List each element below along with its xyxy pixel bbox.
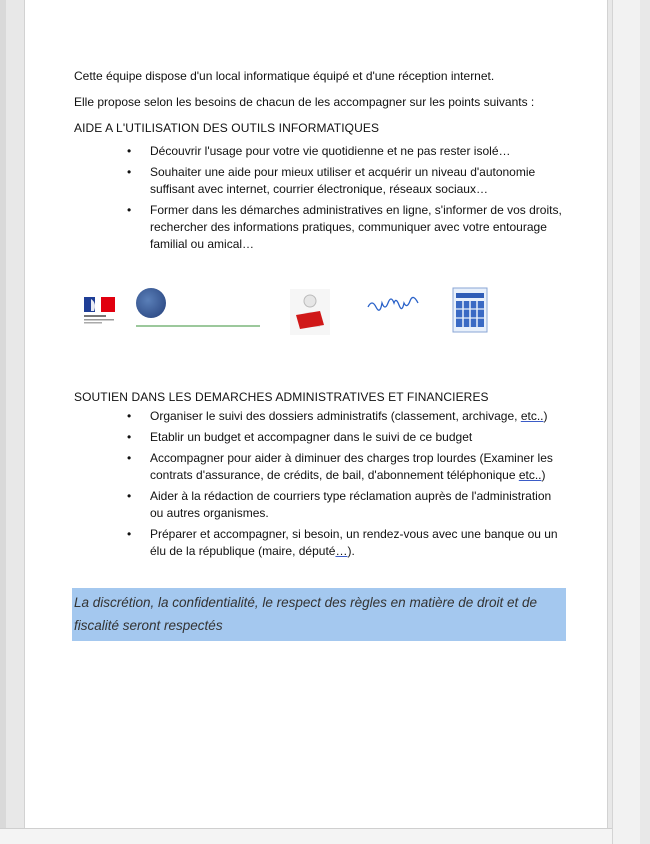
list-item: • Etablir un budget et accompagner dans le suivi de ce budget [124, 429, 566, 446]
mes-droits-sociaux-logo [136, 285, 260, 327]
section2-list [124, 408, 566, 560]
list-item: • Organiser le suivi des dossiers administratifs (classement, archivage, etc..) [124, 408, 566, 425]
intro-paragraph-2: Elle propose selon les besoins de chacun de les accompagner sur les points suivants : [74, 95, 535, 109]
intro-paragraph: Cette équipe dispose d'un local informatique équipé et d'une réception internet. [74, 69, 495, 83]
republique-francaise-logo [80, 293, 122, 325]
vertical-scrollbar[interactable] [612, 0, 640, 844]
section2-heading: SOUTIEN DANS LES DEMARCHES ADMINISTRATIVES ET FINANCIERES [74, 390, 489, 404]
signature-logo [366, 295, 422, 320]
list-item: • Souhaiter une aide pour mieux utiliser et acquérir un niveau d'autonomie suffisant avec internet, courrier électronique, réseaux sociaux… [124, 164, 566, 198]
person-with-screen-icon [290, 289, 330, 335]
page-content [74, 68, 566, 641]
globe-icon [136, 288, 166, 318]
list-item: • Préparer et accompagner, si besoin, un rendez-vous avec une banque ou un élu de la république (maire, député…). [124, 526, 566, 560]
signature-icon [366, 295, 422, 315]
document-page [24, 0, 608, 828]
highlighted-quote: La discrétion, la confidentialité, le respect des règles en matière de droit et de fiscalité seront respectés [72, 588, 566, 641]
list-item: • Former dans les démarches administratives en ligne, s'informer de vos droits, rechercher des informations pratiques, communiquer avec votre entourage familial ou amical… [124, 202, 566, 253]
list-item: • Aider à la rédaction de courriers type réclamation auprès de l'administration ou autres organismes. [124, 488, 566, 522]
left-margin [0, 0, 6, 828]
section1-heading: AIDE A L'UTILISATION DES OUTILS INFORMATIQUES [74, 121, 380, 135]
list-item: • Accompagner pour aider à diminuer des charges trop lourdes (Examiner les contrats d'assurance, de crédits, de bail, d'abonnement téléphonique etc..) [124, 450, 566, 484]
building-icon [452, 287, 488, 333]
section1-list [124, 143, 566, 253]
list-item: • Découvrir l'usage pour votre vie quotidienne et ne pas rester isolé… [124, 143, 566, 160]
horizontal-scrollbar[interactable] [0, 828, 612, 844]
partner-logos [74, 283, 566, 349]
